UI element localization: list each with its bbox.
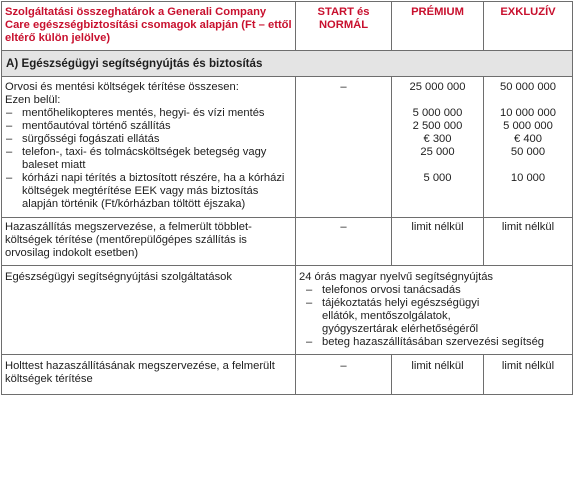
- row-orvosi-title: Orvosi és mentési költségek térítése összesen:: [5, 81, 239, 93]
- cell-value: 5 000 000: [412, 107, 463, 119]
- table-title: Szolgáltatási összeghatárok a Generali Company Care egészségbiztosítási csomagok alapján (Ft – ettől eltérő külön jelölve): [2, 2, 296, 51]
- table-row-hazaszallitas: [2, 218, 573, 266]
- header-row: [2, 2, 573, 51]
- list-item: – mentőhelikopteres mentés, hegyi- és vízi mentés: [5, 107, 292, 120]
- row-segitsegnyujtas-details: [296, 266, 573, 355]
- table-row-holttest: [2, 355, 573, 395]
- row-segitsegnyujtas-items: [305, 284, 569, 349]
- row-orvosi-exkluziv: [484, 77, 573, 218]
- row-hazaszallitas-premium: limit nélkül: [392, 218, 484, 266]
- row-orvosi-subtitle: Ezen belül:: [5, 94, 61, 106]
- cell-value: € 300: [423, 133, 452, 145]
- cell-value: 50 000 000: [500, 81, 556, 93]
- section-a-title: A) Egészségügyi segítségnyújtás és biztosítás: [2, 51, 573, 77]
- row-hazaszallitas-label: Hazaszállítás megszervezése, a felmerült többlet-költségek térítése (mentőrepülőgépes szállítás is orvosilag indokolt esetben): [2, 218, 296, 266]
- cell-value: 10 000 000: [500, 107, 556, 119]
- cell-value: 5 000: [423, 172, 452, 184]
- section-row: [2, 51, 573, 77]
- row-hazaszallitas-start: –: [296, 218, 392, 266]
- cell-value: 25 000 000: [409, 81, 466, 93]
- row-hazaszallitas-exkluziv: limit nélkül: [484, 218, 573, 266]
- row-orvosi-label: [2, 77, 296, 218]
- table-row-segitsegnyujtas: [2, 266, 573, 355]
- list-item: – tájékoztatás helyi egészségügyi ellátók, mentőszolgálatok, gyógyszertárak elérhetőségéről: [305, 297, 569, 336]
- list-item: – sürgősségi fogászati ellátás: [5, 133, 292, 146]
- row-holttest-exkluziv: limit nélkül: [484, 355, 573, 395]
- row-orvosi-items: [5, 107, 292, 211]
- row-segitsegnyujtas-label: Egészségügyi segítségnyújtási szolgáltatások: [2, 266, 296, 355]
- row-segitsegnyujtas-intro: 24 órás magyar nyelvű segítségnyújtás: [299, 271, 494, 283]
- row-holttest-start: –: [296, 355, 392, 395]
- col-header-exkluziv: EXKLUZÍV: [484, 2, 573, 51]
- cell-value: –: [340, 81, 347, 93]
- list-item: – mentőautóval történő szállítás: [5, 120, 292, 133]
- cell-value: 25 000: [420, 146, 455, 158]
- cell-value: € 400: [514, 133, 542, 145]
- list-item: – telefonos orvosi tanácsadás: [305, 284, 569, 297]
- cell-value: 5 000 000: [503, 120, 553, 132]
- list-item: – telefon-, taxi- és tolmácsköltségek betegség vagy baleset miatt: [5, 146, 292, 172]
- col-header-start: START és NORMÁL: [296, 2, 392, 51]
- col-header-premium: PRÉMIUM: [392, 2, 484, 51]
- row-orvosi-premium: [392, 77, 484, 218]
- cell-value: 50 000: [510, 146, 546, 158]
- list-item: – beteg hazaszállításában szervezési segítség: [305, 336, 569, 349]
- row-orvosi-start: [296, 77, 392, 218]
- benefits-table: [1, 1, 573, 395]
- cell-value: 10 000: [510, 172, 546, 184]
- cell-value: 2 500 000: [412, 120, 463, 132]
- row-holttest-label: Holttest hazaszállításának megszervezése, a felmerült költségek térítése: [2, 355, 296, 395]
- list-item: – kórházi napi térítés a biztosított részére, ha a kórházi költségek megtérítése EEK vagy más biztosítás alapján történik (Ft/kórházban töltött éjszaka): [5, 172, 292, 211]
- table-row-orvosi: [2, 77, 573, 218]
- row-holttest-premium: limit nélkül: [392, 355, 484, 395]
